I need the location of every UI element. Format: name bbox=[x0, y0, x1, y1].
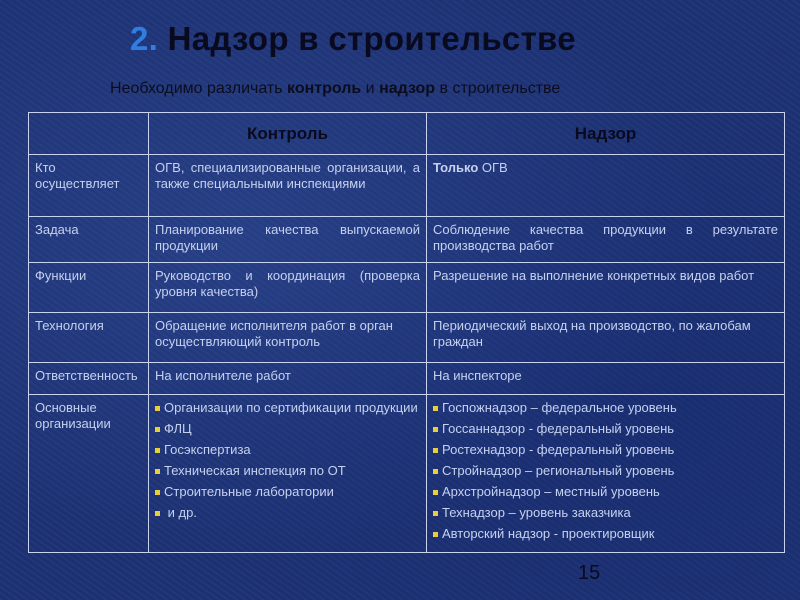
cell-supervision: Только ОГВ bbox=[427, 155, 785, 217]
table-row bbox=[29, 217, 785, 263]
cell-control: Обращение исполнителя работ в орган осуществляющий контроль bbox=[149, 313, 427, 363]
row-label: Функции bbox=[29, 263, 149, 313]
list-item: Госсаннадзор - федеральный уровень bbox=[433, 421, 778, 437]
cell-supervision-list bbox=[427, 395, 785, 553]
cell-control: Руководство и координация (проверка уровня качества) bbox=[149, 263, 427, 313]
cell-control: ОГВ, специализированные организации, а также специальными инспекциями bbox=[149, 155, 427, 217]
table-header-row bbox=[29, 113, 785, 155]
list-item: Техническая инспекция по ОТ bbox=[155, 463, 420, 479]
list-item: Авторский надзор - проектировщик bbox=[433, 526, 778, 542]
row-label: Ответственность bbox=[29, 363, 149, 395]
row-label: Кто осуществляет bbox=[29, 155, 149, 217]
table-row bbox=[29, 313, 785, 363]
list-item: ФЛЦ bbox=[155, 421, 420, 437]
supervision-organizations-list bbox=[433, 400, 778, 542]
control-organizations-list bbox=[155, 400, 420, 521]
term-supervision: надзор bbox=[379, 80, 436, 97]
list-item: Технадзор – уровень заказчика bbox=[433, 505, 778, 521]
cell-control: На исполнителе работ bbox=[149, 363, 427, 395]
row-label: Основные организации bbox=[29, 395, 149, 553]
cell-control: Планирование качества выпускаемой продукции bbox=[149, 217, 427, 263]
list-item: Госэкспертиза bbox=[155, 442, 420, 458]
table-row bbox=[29, 363, 785, 395]
table-row bbox=[29, 155, 785, 217]
header-empty bbox=[29, 113, 149, 155]
row-label: Технология bbox=[29, 313, 149, 363]
table-row bbox=[29, 263, 785, 313]
subtitle: Необходимо различать контроль и надзор в строительстве bbox=[110, 80, 561, 97]
comparison-table bbox=[28, 112, 785, 553]
cell-supervision: На инспекторе bbox=[427, 363, 785, 395]
list-item: Ростехнадзор - федеральный уровень bbox=[433, 442, 778, 458]
cell-supervision: Разрешение на выполнение конкретных видов работ bbox=[427, 263, 785, 313]
list-item: Госпожнадзор – федеральное уровень bbox=[433, 400, 778, 416]
list-item: Строительные лаборатории bbox=[155, 484, 420, 500]
list-item: Стройнадзор – региональный уровень bbox=[433, 463, 778, 479]
list-item: и др. bbox=[155, 505, 420, 521]
title-text: Надзор в строительстве bbox=[167, 20, 576, 57]
table-row bbox=[29, 395, 785, 553]
header-control: Контроль bbox=[149, 113, 427, 155]
term-control: контроль bbox=[287, 80, 362, 97]
cell-control-list bbox=[149, 395, 427, 553]
cell-supervision: Соблюдение качества продукции в результате производства работ bbox=[427, 217, 785, 263]
row-label: Задача bbox=[29, 217, 149, 263]
list-item: Организации по сертификации продукции bbox=[155, 400, 420, 416]
slide-title bbox=[130, 20, 576, 58]
header-supervision: Надзор bbox=[427, 113, 785, 155]
list-item: Архстройнадзор – местный уровень bbox=[433, 484, 778, 500]
page-number: 15 bbox=[578, 562, 601, 584]
cell-supervision: Периодический выход на производство, по жалобам граждан bbox=[427, 313, 785, 363]
title-number: 2. bbox=[130, 20, 159, 57]
